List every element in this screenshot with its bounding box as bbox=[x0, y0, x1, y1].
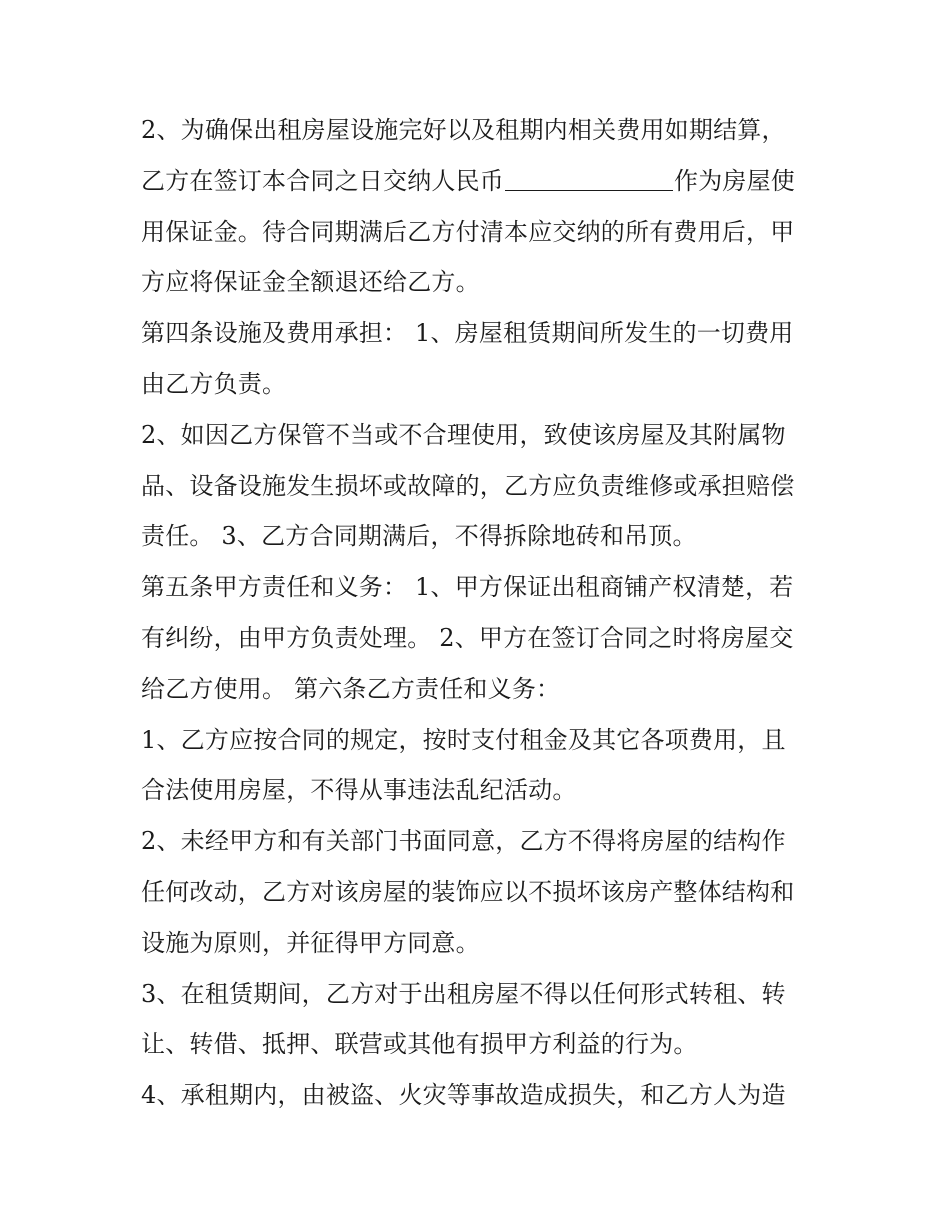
text-line: 用保证金。待合同期满后乙方付清本应交纳的所有费用后，甲 bbox=[141, 217, 795, 246]
text-line: 任何改动，乙方对该房屋的装饰应以不损坏该房产整体结构和 bbox=[141, 877, 795, 906]
text-line: 2、未经甲方和有关部门书面同意，乙方不得将房屋的结构作 bbox=[141, 827, 786, 856]
text-segment: 乙方在签订本合同之日交纳人民币 bbox=[141, 166, 504, 195]
text-line: 由乙方负责。 bbox=[141, 369, 287, 398]
text-line: 1、乙方应按合同的规定，按时支付租金及其它各项费用，且 bbox=[141, 725, 786, 754]
text-line: 2、如因乙方保管不当或不合理使用，致使该房屋及其附属物 bbox=[141, 420, 786, 449]
text-line: 2、为确保出租房屋设施完好以及租期内相关费用如期结算， bbox=[141, 116, 786, 144]
document-body bbox=[141, 105, 831, 1121]
text-line: 责任。 3、乙方合同期满后，不得拆除地砖和吊顶。 bbox=[141, 522, 697, 551]
text-line: 方应将保证金全额退还给乙方。 bbox=[141, 268, 480, 297]
text-line: 设施为原则，并征得甲方同意。 bbox=[141, 928, 480, 957]
text-line bbox=[141, 156, 831, 207]
text-line: 第四条设施及费用承担： 1、房屋租赁期间所发生的一切费用 bbox=[141, 319, 794, 348]
text-segment: 作为房屋使 bbox=[674, 166, 795, 195]
text-line: 有纠纷，由甲方负责处理。 2、甲方在签订合同之时将房屋交 bbox=[141, 623, 794, 652]
text-line: 让、转借、抵押、联营或其他有损甲方利益的行为。 bbox=[141, 1030, 698, 1059]
text-line: 品、设备设施发生损坏或故障的，乙方应负责维修或承担赔偿 bbox=[141, 471, 795, 500]
text-line: 第五条甲方责任和义务： 1、甲方保证出租商铺产权清楚，若 bbox=[141, 573, 794, 602]
text-line: 给乙方使用。 第六条乙方责任和义务： bbox=[141, 674, 561, 703]
text-line: 合法使用房屋，不得从事违法乱纪活动。 bbox=[141, 776, 577, 805]
text-line: 4、承租期内，由被盗、火灾等事故造成损失，和乙方人为造 bbox=[141, 1081, 786, 1110]
text-line: 3、在租赁期间，乙方对于出租房屋不得以任何形式转租、转 bbox=[141, 979, 786, 1008]
deposit-amount-blank bbox=[505, 166, 673, 191]
